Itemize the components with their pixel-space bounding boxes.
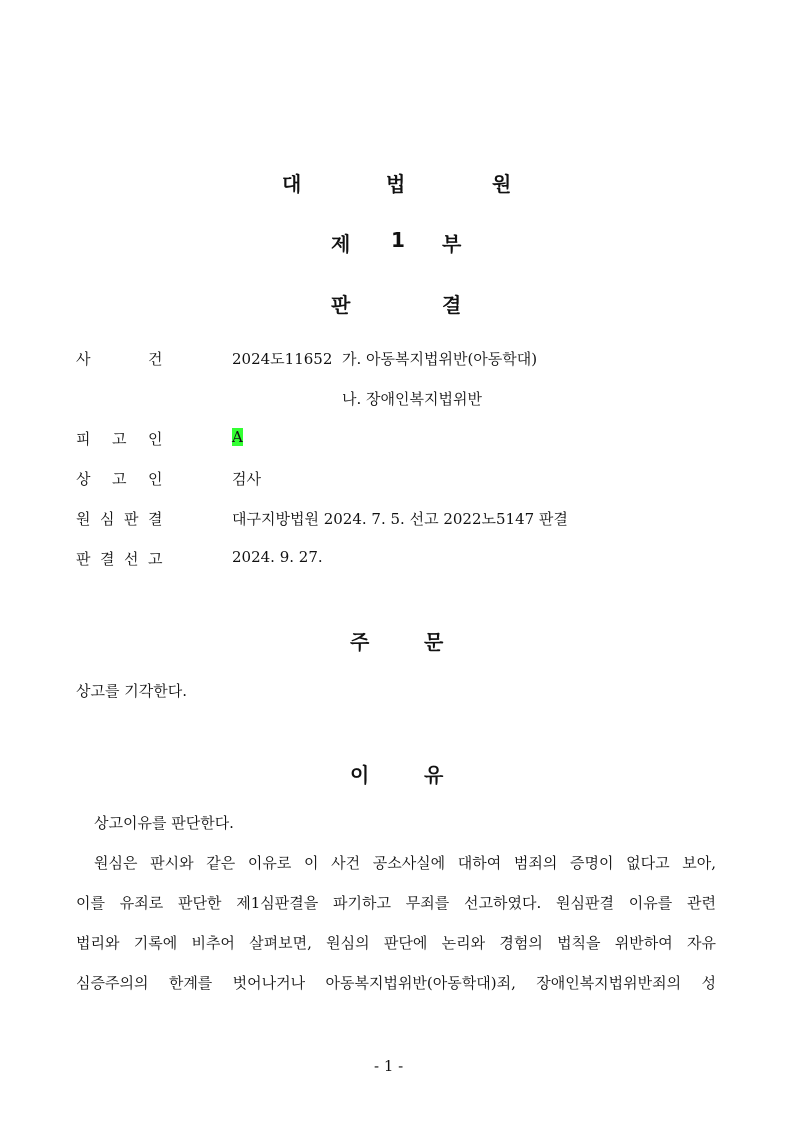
reasons-heading-1: [350, 759, 369, 788]
case-number: 2024도11652: [232, 350, 333, 368]
reasons-line-1: 상고이유를 판단한다.: [94, 814, 234, 832]
lower-court-label: [76, 508, 91, 529]
reasons-heading-char-1: 이: [350, 763, 370, 787]
appellant-label-char-3: 인: [148, 470, 163, 488]
defendant-label-2: [112, 428, 127, 449]
case-label: [76, 348, 91, 369]
defendant-label-char-2: 고: [112, 430, 127, 448]
appellant-label-char-1: 상: [76, 470, 91, 488]
lower-court-label-char-1: 원: [76, 510, 91, 528]
lower-court-label-char-3: 판: [124, 510, 139, 528]
charge-b: 나. 장애인복지법위반: [342, 390, 482, 408]
doc-type-1: [331, 289, 350, 318]
court-char-2: 법: [386, 172, 406, 196]
reasons-line-5: 심증주의의 한계를 벗어나거나 아동복지법위반(아동학대)죄, 장애인복지법위반죄의 성: [76, 974, 716, 992]
court-name-3: [492, 168, 511, 197]
defendant-label: [76, 428, 91, 449]
court-char-3: 원: [492, 172, 512, 196]
lower-court: 대구지방법원 2024. 7. 5. 선고 2022노5147 판결: [232, 510, 568, 528]
doc-type-2: [442, 289, 461, 318]
defendant-name: A: [232, 428, 243, 446]
appellant-label-2: [112, 468, 127, 489]
doc-type-char-1: 판: [331, 293, 351, 317]
defendant-label-char-3: 인: [148, 430, 163, 448]
page-number: - 1 -: [374, 1057, 404, 1075]
division-2: [391, 228, 405, 252]
division-1: [331, 228, 350, 257]
division-char-3: 부: [442, 232, 462, 256]
reasons-line-3: 이를 유죄로 판단한 제1심판결을 파기하고 무죄를 선고하였다. 원심판결 이유를 관련: [76, 894, 716, 912]
appellant-label-3: [148, 468, 163, 489]
appellant: 검사: [232, 470, 261, 488]
lower-court-label-3: [124, 508, 139, 529]
court-name-2: [386, 168, 405, 197]
decision-date-label-char-4: 고: [148, 550, 163, 568]
case-label-char-2: 건: [148, 350, 163, 368]
reasons-heading-char-2: 유: [424, 763, 444, 787]
lower-court-label-char-4: 결: [148, 510, 163, 528]
order-heading-char-1: 주: [350, 630, 370, 654]
division-char-1: 제: [331, 232, 351, 256]
order-text: 상고를 기각한다.: [76, 682, 187, 700]
court-char-1: 대: [282, 172, 302, 196]
decision-date-label-2: [100, 548, 115, 569]
lower-court-label-char-2: 심: [100, 510, 115, 528]
decision-date: 2024. 9. 27.: [232, 548, 323, 566]
lower-court-label-2: [100, 508, 115, 529]
decision-date-label-3: [124, 548, 139, 569]
reasons-line-4: 법리와 기록에 비추어 살펴보면, 원심의 판단에 논리와 경험의 법칙을 위반하여 자유: [76, 934, 716, 952]
appellant-label: [76, 468, 91, 489]
decision-date-label: [76, 548, 91, 569]
order-heading-2: [424, 626, 443, 655]
reasons-heading-2: [424, 759, 443, 788]
reasons-line-2: 원심은 판시와 같은 이유로 이 사건 공소사실에 대하여 범죄의 증명이 없다고 보아,: [94, 854, 716, 872]
charge-a: 가. 아동복지법위반(아동학대): [342, 350, 538, 368]
defendant-label-3: [148, 428, 163, 449]
court-name: [282, 168, 301, 197]
order-heading-1: [350, 626, 369, 655]
case-label-2: [148, 348, 163, 369]
case-label-char-1: 사: [76, 350, 91, 368]
division-3: [442, 228, 461, 257]
decision-date-label-char-3: 선: [124, 550, 139, 568]
decision-date-label-char-2: 결: [100, 550, 115, 568]
decision-date-label-char-1: 판: [76, 550, 91, 568]
doc-type-char-2: 결: [442, 293, 462, 317]
division-char-2: 1: [391, 228, 405, 252]
defendant-label-char-1: 피: [76, 430, 91, 448]
order-heading-char-2: 문: [424, 630, 444, 654]
decision-date-label-4: [148, 548, 163, 569]
lower-court-label-4: [148, 508, 163, 529]
appellant-label-char-2: 고: [112, 470, 127, 488]
